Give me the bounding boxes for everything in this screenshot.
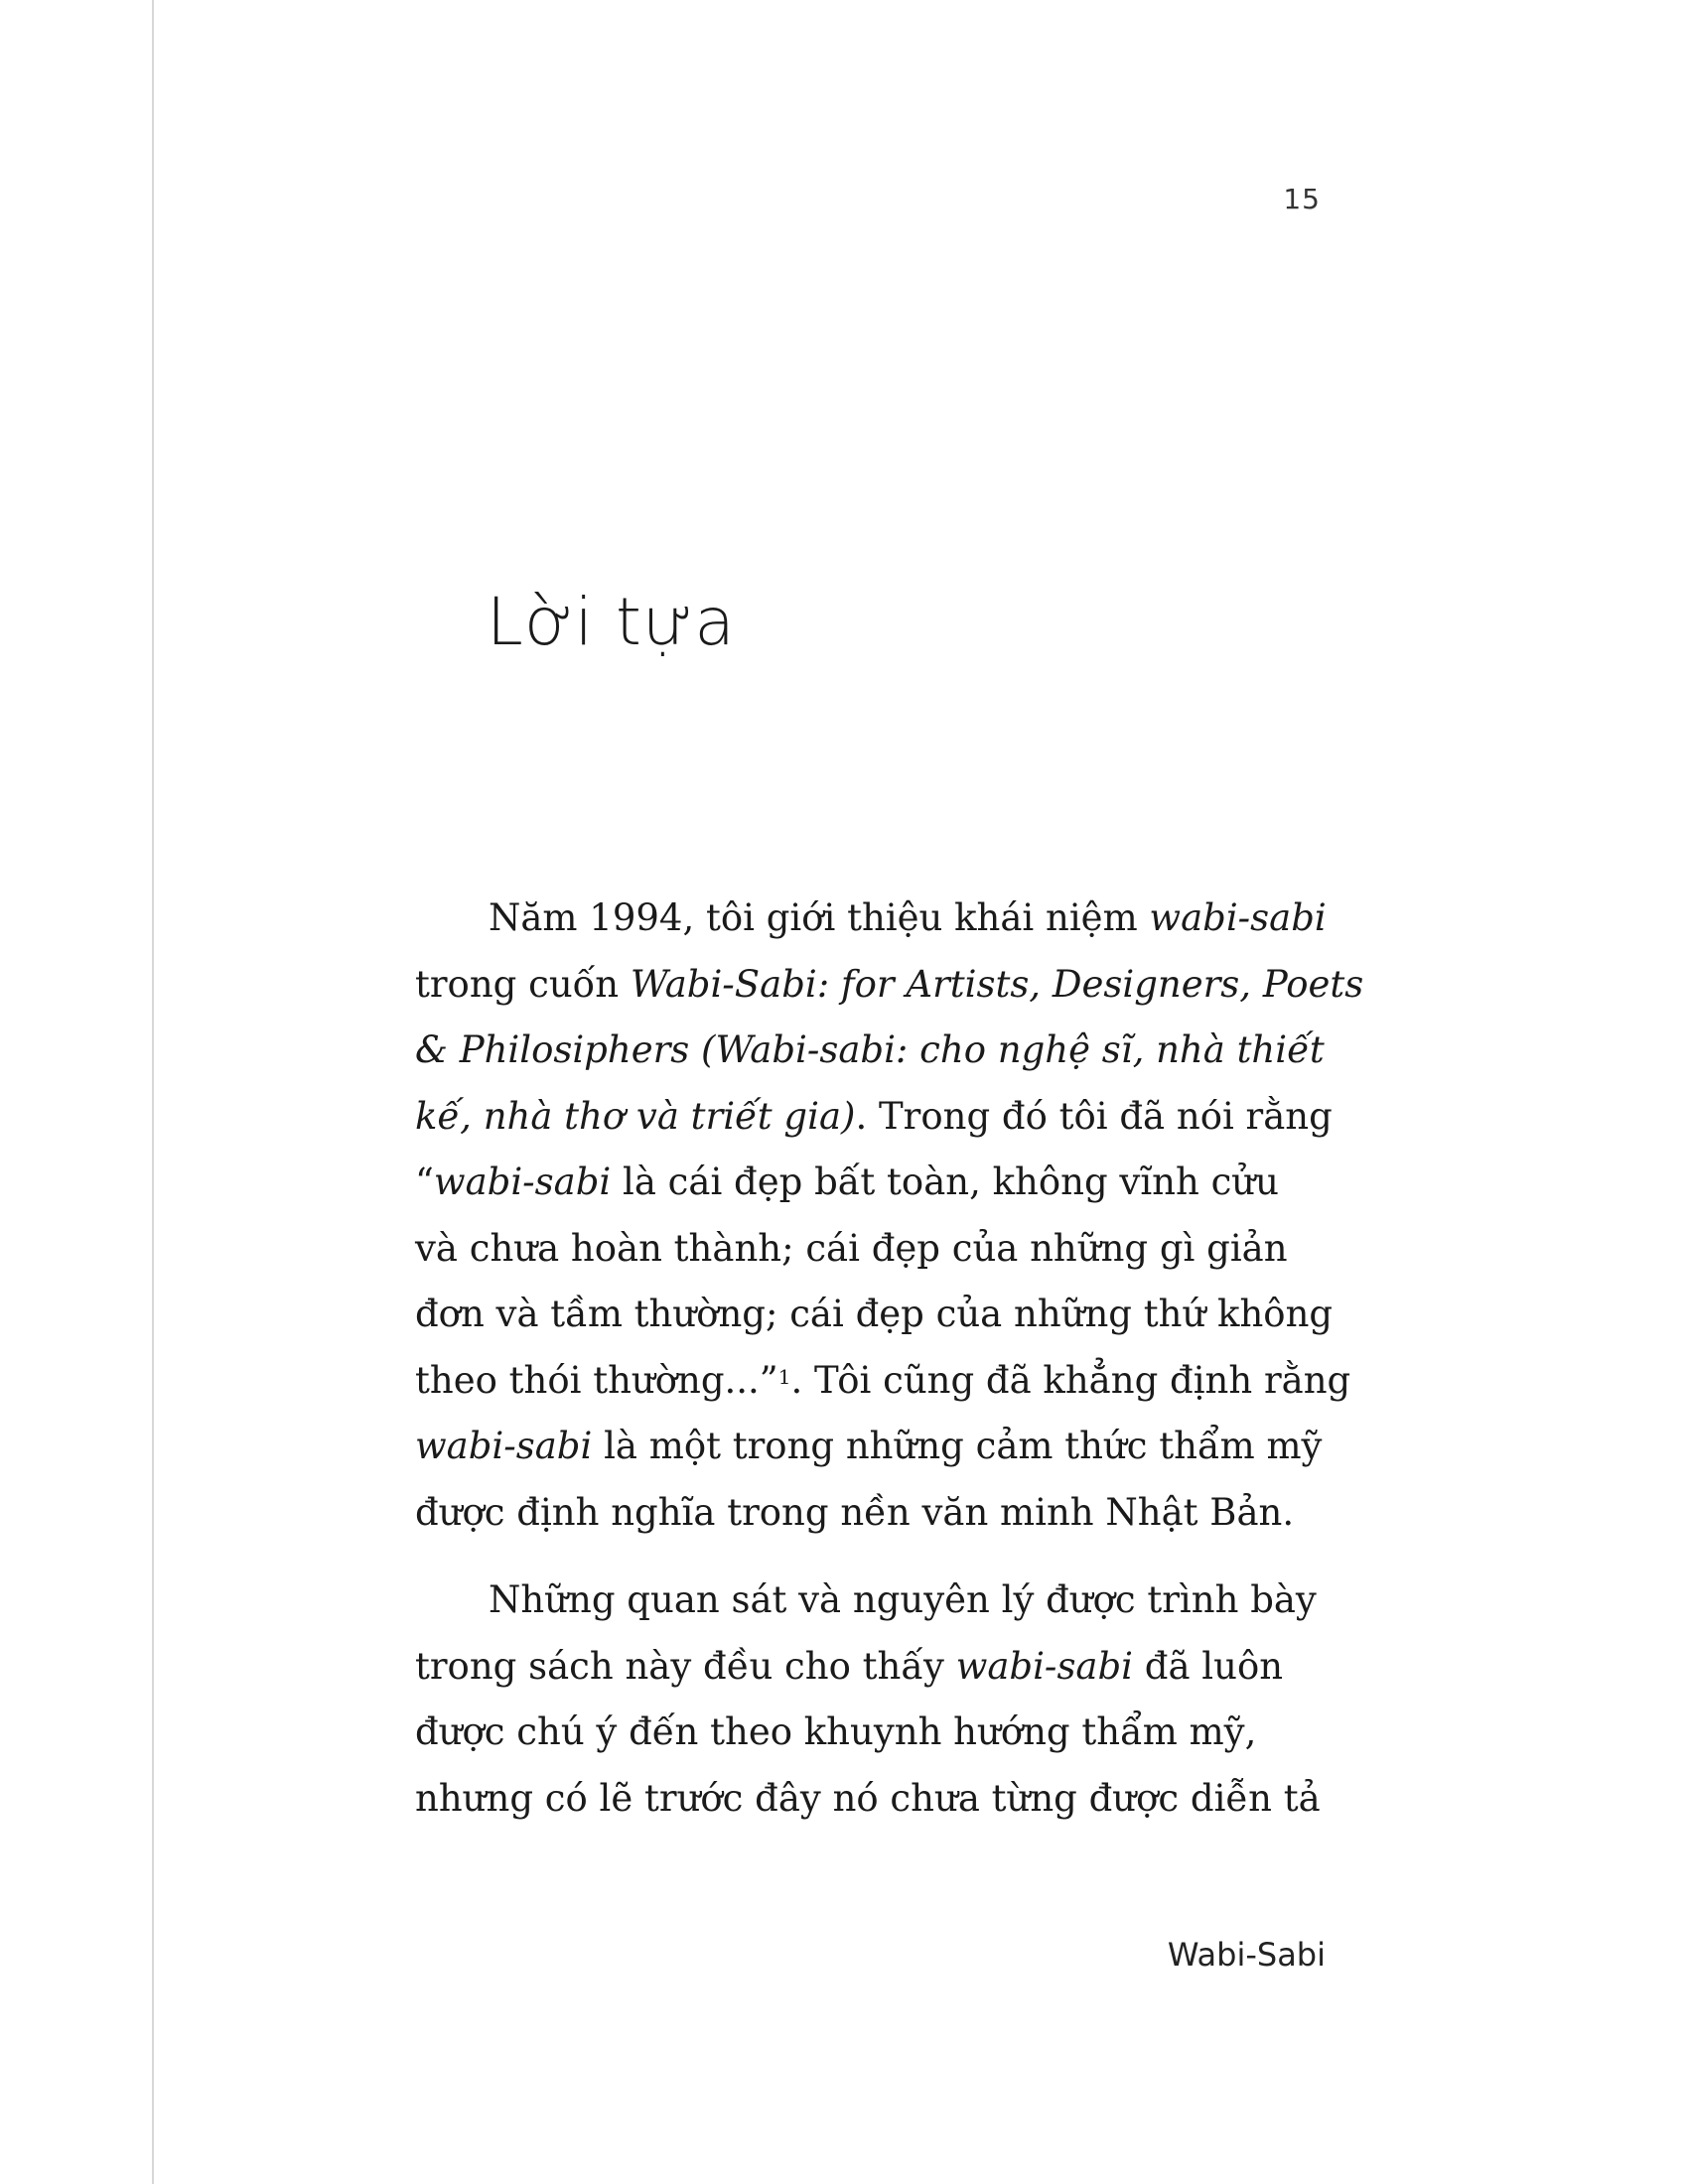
text-span: đơn và tầm thường; cái đẹp của những thứ không xyxy=(415,1293,1334,1335)
paragraph xyxy=(415,1568,1329,1832)
text-line xyxy=(415,952,1364,1019)
paragraph xyxy=(415,886,1364,1546)
text-line xyxy=(415,1480,1329,1547)
text-line xyxy=(415,1766,1329,1833)
text-span: trong cuốn xyxy=(415,962,631,1006)
text-span: được chú ý đến theo khuynh hướng thẩm mỹ, xyxy=(415,1710,1257,1753)
text-line xyxy=(415,1150,1329,1216)
text-line xyxy=(415,1216,1329,1283)
italic-span: wabi-sabi xyxy=(415,1425,593,1467)
text-span: “ xyxy=(415,1160,434,1203)
text-span: . Tôi cũng đã khẳng định rằng xyxy=(790,1358,1351,1402)
italic-span: Wabi-Sabi: for Artists, Designers, Poets xyxy=(630,962,1364,1006)
text-span: Những quan sát và nguyên lý được trình bày xyxy=(489,1578,1317,1621)
italic-span: & Philosiphers (Wabi-sabi: cho nghệ sĩ, nhà thiết xyxy=(415,1028,1325,1071)
text-span: đã luôn xyxy=(1133,1644,1284,1688)
page-number: 15 xyxy=(1283,183,1321,215)
text-line xyxy=(415,1634,1329,1701)
text-line xyxy=(415,1568,1329,1634)
text-span: là một trong những cảm thức thẩm mỹ xyxy=(592,1425,1323,1467)
running-footer: Wabi-Sabi xyxy=(1167,1936,1326,1974)
text-span: . Trong đó tôi đã nói rằng xyxy=(855,1094,1333,1138)
text-line xyxy=(415,1348,1351,1415)
text-line xyxy=(415,886,1329,952)
text-span: là cái đẹp bất toàn, không vĩnh cửu xyxy=(611,1160,1279,1203)
italic-span: wabi-sabi xyxy=(1149,896,1327,939)
italic-span: kế, nhà thơ và triết gia) xyxy=(415,1094,856,1138)
text-line xyxy=(415,1084,1333,1151)
chapter-title: Lời tựa xyxy=(487,584,736,660)
text-line xyxy=(415,1018,1329,1084)
text-span: và chưa hoàn thành; cái đẹp của những gì giản xyxy=(415,1226,1288,1270)
text-span: Năm 1994, tôi giới thiệu khái niệm xyxy=(489,896,1150,939)
footnote-ref: 1 xyxy=(777,1364,791,1389)
text-span: trong sách này đều cho thấy xyxy=(415,1644,956,1688)
italic-span: wabi-sabi xyxy=(955,1644,1134,1688)
text-span: nhưng có lẽ trước đây nó chưa từng được diễn tả xyxy=(415,1776,1321,1820)
body-text xyxy=(415,886,1364,1832)
text-line xyxy=(415,1700,1329,1766)
italic-span: wabi-sabi xyxy=(433,1160,612,1203)
text-line xyxy=(415,1414,1329,1480)
text-span: được định nghĩa trong nền văn minh Nhật Bản. xyxy=(415,1490,1295,1534)
text-span: theo thói thường...” xyxy=(415,1358,778,1402)
text-line xyxy=(415,1282,1334,1348)
page-gutter-line xyxy=(152,0,154,2184)
